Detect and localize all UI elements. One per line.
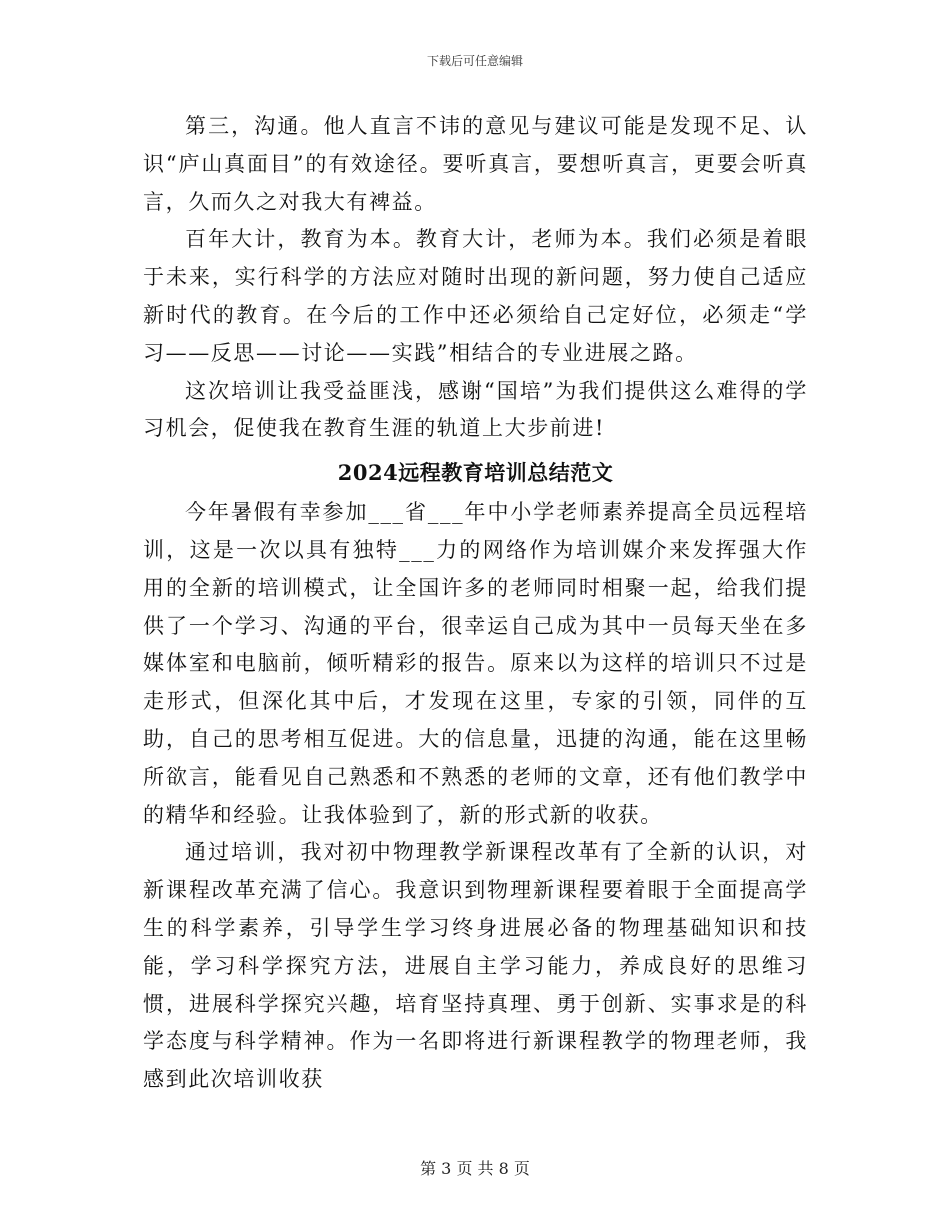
header-note: 下载后可任意编辑 xyxy=(426,54,523,68)
paragraph-thanks: 这次培训让我受益匪浅，感谢“国培”为我们提供这么难得的学习机会，促使我在教育生涯的轨道上大步前进! xyxy=(143,378,808,441)
section-title: 2024远程教育培训总结范文 xyxy=(337,460,614,486)
document-body xyxy=(143,108,808,1099)
paragraph-education: 百年大计，教育为本。教育大计，老师为本。我们必须是着眼于未来，实行科学的方法应对随时出现的新问题，努力使自己适应新时代的教育。在今后的工作中还必须给自己定好位，必须走“学习——反思——讨论——实践”相结合的专业进展之路。 xyxy=(143,227,808,365)
paragraph-physics-curriculum: 通过培训，我对初中物理教学新课程改革有了全新的认识，对新课程改革充满了信心。我意识到物理新课程要着眼于全面提高学生的科学素养，引导学生学习终身进展必备的物理基础知识和技能，学习科学探究方法，进展自主学习能力，养成良好的思维习惯，进展科学探究兴趣，培育坚持真理、勇于创新、实事求是的科学态度与科学精神。作为一名即将进行新课程教学的物理老师，我感到此次培训收获 xyxy=(143,840,808,1092)
paragraph-summer-training: 今年暑假有幸参加___省___年中小学老师素养提高全员远程培训，这是一次以具有独特___力的网络作为培训媒介来发挥强大作用的全新的培训模式，让全国许多的老师同时相聚一起，给我们提供了一个学习、沟通的平台，很幸运自己成为其中一员每天坐在多媒体室和电脑前，倾听精彩的报告。原来以为这样的培训只不过是走形式，但深化其中后，才发现在这里，专家的引领，同伴的互助，自己的思考相互促进。大的信息量，迅捷的沟通，能在这里畅所欲言，能看见自己熟悉和不熟悉的老师的文章，还有他们教学中的精华和经验。让我体验到了，新的形式新的收获。 xyxy=(143,500,808,827)
page-number: 第 3 页 共 8 页 xyxy=(420,1159,530,1178)
paragraph-communication: 第三，沟通。他人直言不讳的意见与建议可能是发现不足、认识“庐山真面目”的有效途径。要听真言，要想听真言，更要会听真言，久而久之对我大有裨益。 xyxy=(143,114,808,214)
